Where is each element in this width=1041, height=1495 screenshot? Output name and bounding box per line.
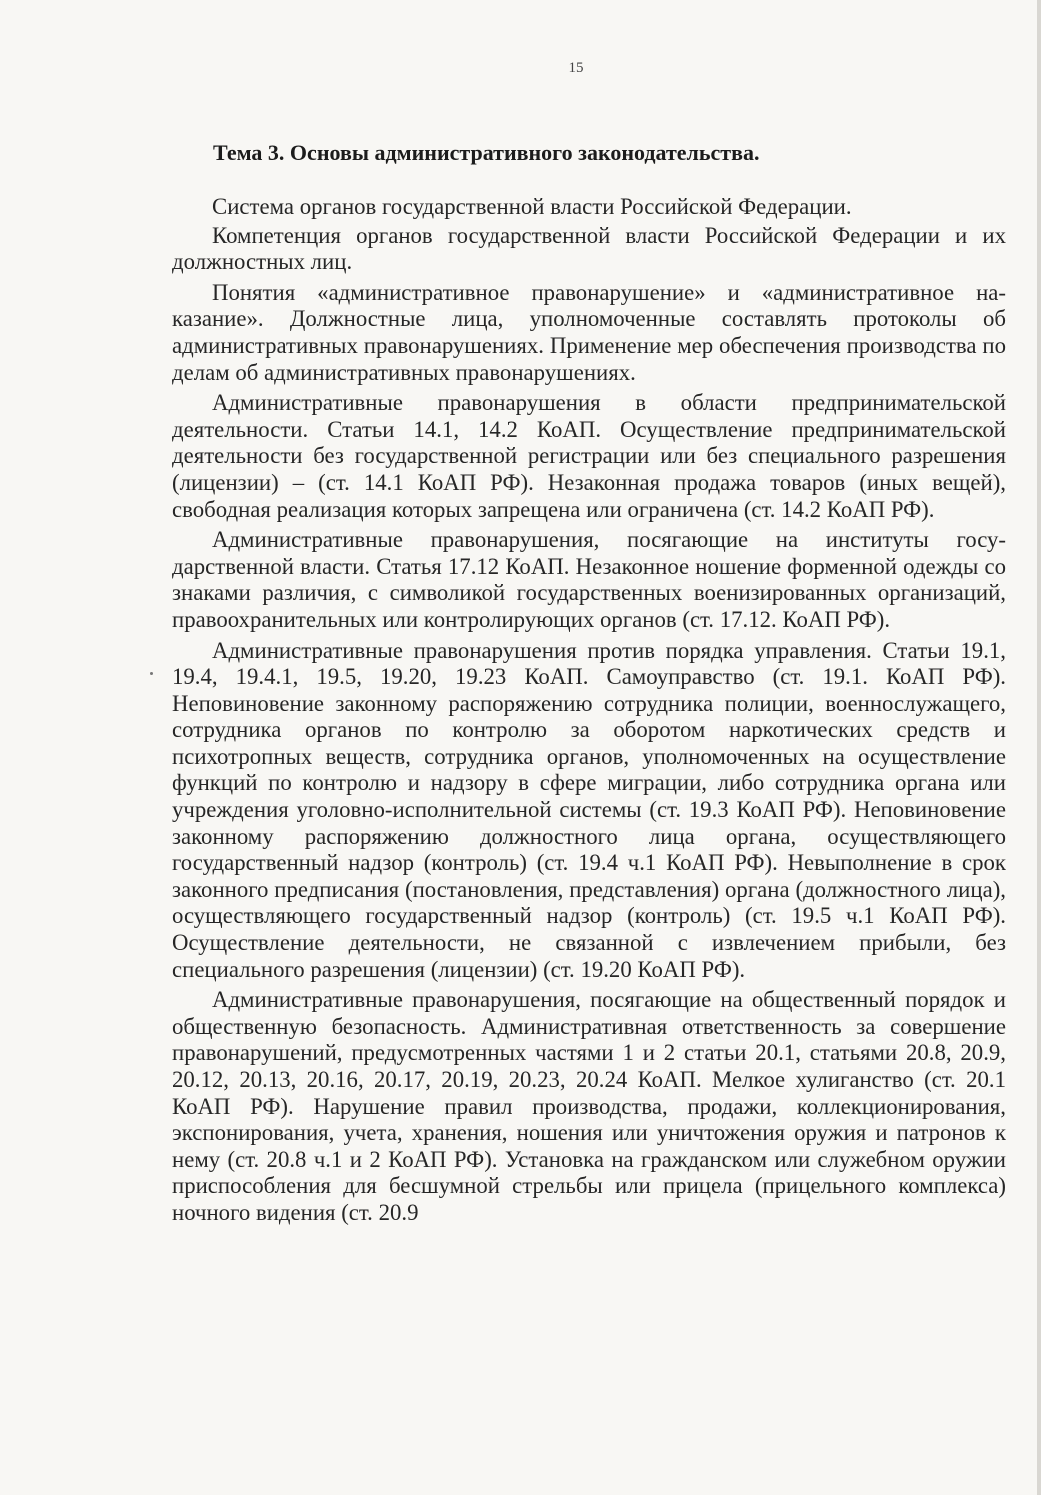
- paragraph-4: Административные правонарушения в области предпринимательской деятельности. Статьи 14.1, 14.2 КоАП. Осуществление предпринимательской деятельности без государственной регистрации или без специального разрешения (лицензии) – (ст. 14.1 КоАП РФ). Незаконная продажа товаров (иных вещей), свободная реализация которых запрещена или ограничена (ст. 14.2 КоАП РФ).: [172, 390, 1006, 522]
- page-number: 15: [568, 60, 584, 76]
- paragraph-7: Административные правонарушения, посягающие на общественный порядок и общественную безопасность. Административная ответственность за совершение правонарушений, предусмотренных частями 1 и 2 статьи 20.1, статьями 20.8, 20.9, 20.12, 20.13, 20.16, 20.17, 20.19, 20.23, 20.24 КоАП. Мелкое хулиганство (ст. 20.1 КоАП РФ). Нарушение правил производства, продажи, коллекционирования, экспонирования, учета, хранения, ношения или уничтожения оружия и патронов к нему (ст. 20.8 ч.1 и 2 КоАП РФ). Установка на гражданском или служебном оружии приспособления для бесшумной стрельбы или прицела (прицельного комплекса) ночного видения (ст. 20.9: [172, 987, 1006, 1225]
- scan-speck: [150, 672, 153, 675]
- body-text: [172, 194, 1006, 1231]
- paragraph-2: Компетенция органов государственной власти Российской Федерации и их должностных лиц.: [172, 222, 1006, 275]
- paragraph-5: Административные правонарушения, посягающие на институты государственной власти. Статья 17.12 КоАП. Незаконное ношение форменной одежды со знаками различия, с символикой государственных военизированных организаций, правоохранительных или контролирующих органов (ст. 17.12. КоАП РФ).: [172, 527, 1006, 632]
- paragraph-3: Понятия «административное правонарушение» и «административное наказание». Должностные лица, уполномоченные составлять протоколы об административных правонарушениях. Применение мер обеспечения производства по делам об административных правонарушениях.: [172, 279, 1006, 385]
- paragraph-1: Система органов государственной власти Российской Федерации.: [212, 194, 852, 219]
- section-title: Тема 3. Основы административного законодательства.: [213, 140, 760, 165]
- paragraph-6: Административные правонарушения против порядка управления. Статьи 19.1, 19.4, 19.4.1, 19.5, 19.20, 19.23 КоАП. Самоуправство (ст. 19.1. КоАП РФ). Неповиновение законному распоряжению сотрудника полиции, военнослужащего, сотрудника органов по контролю за оборотом наркотических средств и психотропных веществ, сотрудника органов, уполномоченных на осуществление функций по контролю и надзору в сфере миграции, либо сотрудника органа или учреждения уголовно-исполнительной системы (ст. 19.3 КоАП РФ). Неповиновение законному распоряжению должностного лица органа, осуществляющего государственный надзор (контроль) (ст. 19.4 ч.1 КоАП РФ). Невыполнение в срок законного предписания (постановления, представления) органа (должностного лица), осуществляющего государственный надзор (контроль) (ст. 19.5 ч.1 КоАП РФ). Осуществление деятельности, не связанной с извлечением прибыли, без специального разрешения (лицензии) (ст. 19.20 КоАП РФ).: [172, 637, 1006, 982]
- scan-edge: [1037, 0, 1041, 1495]
